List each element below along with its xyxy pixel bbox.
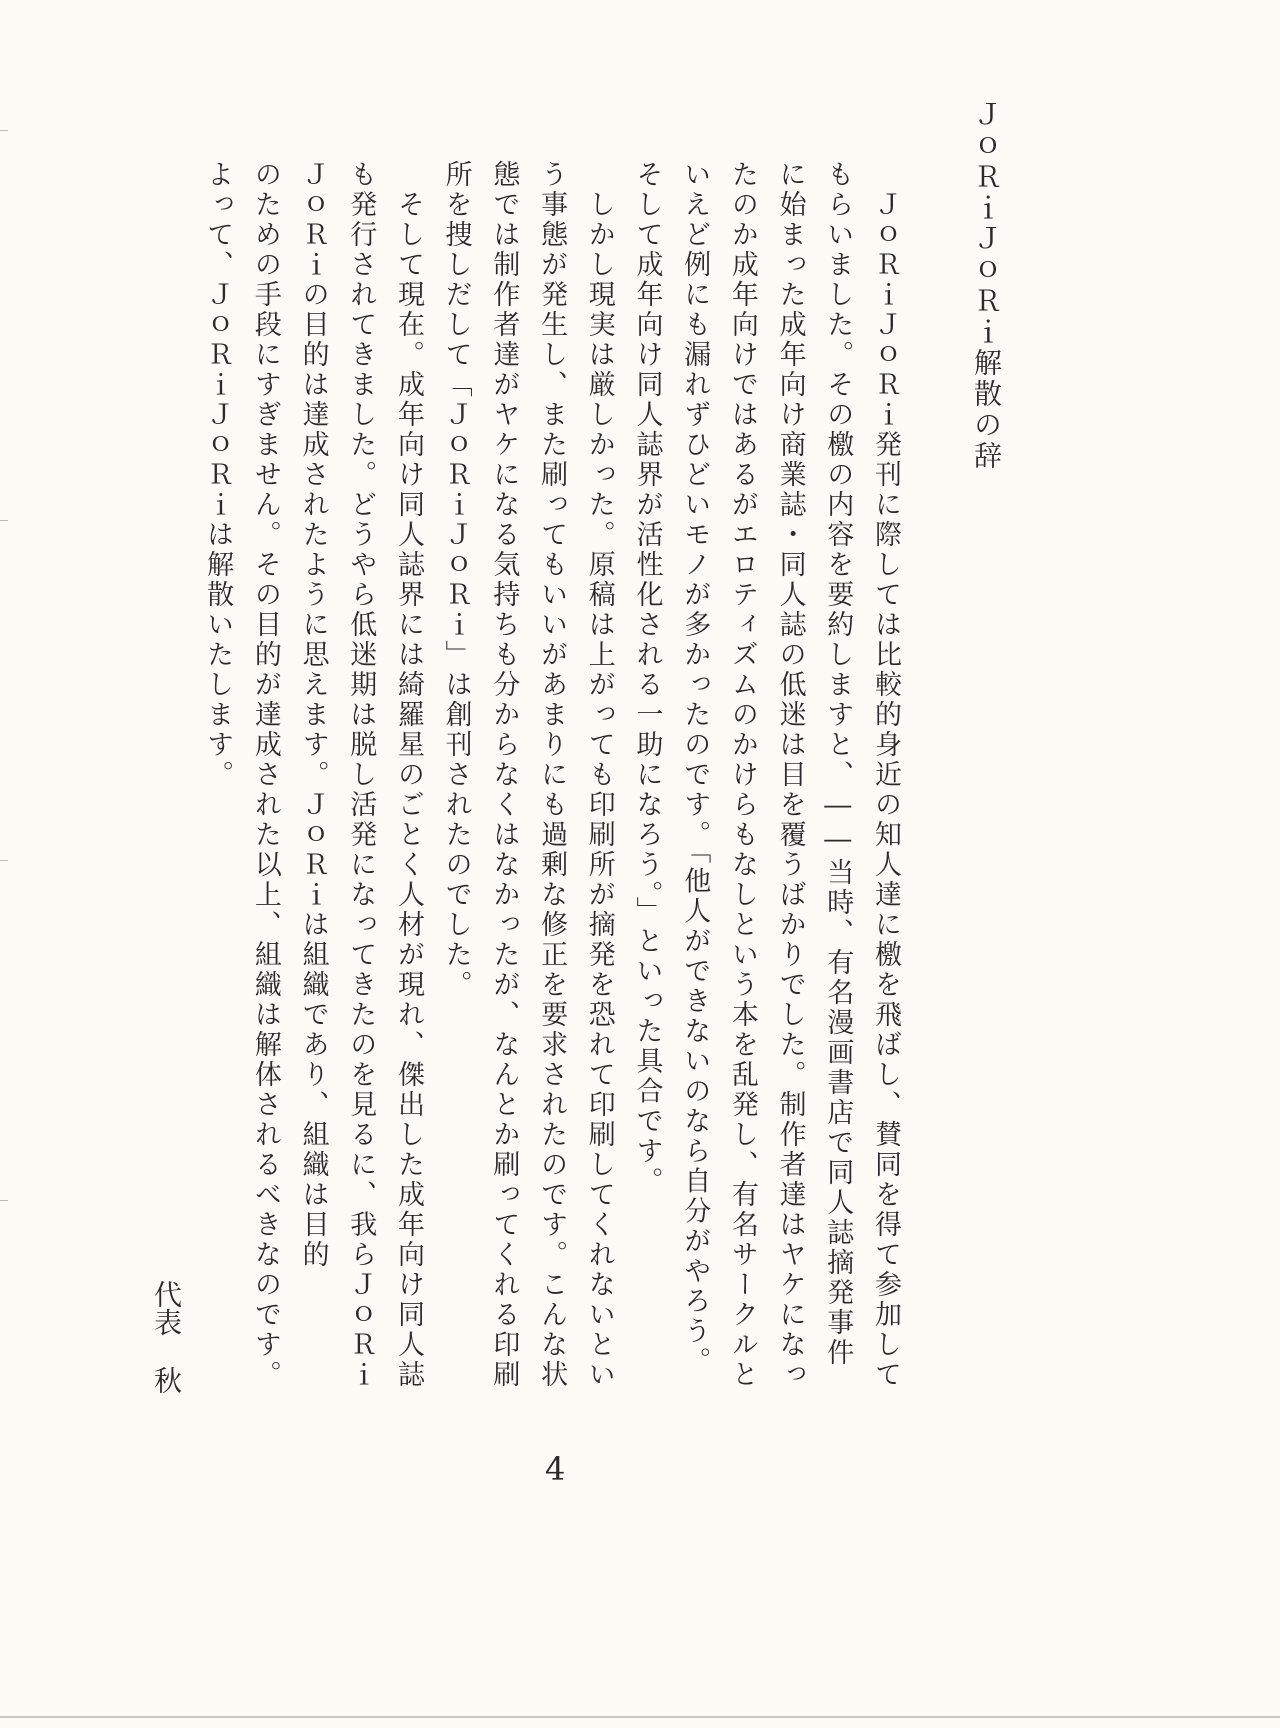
text-line: しかし現実は厳しかった。原稿は上がっても印刷所が摘発を恐れて印刷してくれないとい: [583, 160, 615, 1390]
text-line: もらいました。その檄の内容を要約しますと、――当時、有名漫画書店で同人誌摘発事件: [822, 160, 854, 1368]
page-title: ＪｏＲｉＪｏＲｉ解散の辞: [970, 100, 1003, 472]
text-line: も発行されてきました。どうやら低迷期は脱し活発になってきたのを見るに、我らＪｏＲｉ: [345, 160, 377, 1390]
signature-name: 秋: [150, 1366, 183, 1394]
scan-mark: [0, 520, 8, 521]
text-line: たのか成年向けではあるがエロティズムのかけらもなしという本を乱発し、有名サークルと: [726, 160, 758, 1390]
signature-role: 代表: [150, 1280, 183, 1336]
text-line: いえど例にも漏れずひどいモノが多かったのです。「他人ができないのなら自分がやろう。: [679, 160, 711, 1377]
text-line: ＪｏＲｉＪｏＲｉ発刊に際しては比較的身近の知人達に檄を飛ばし、賛同を得て参加して: [870, 160, 901, 1390]
body-text: [193, 160, 909, 1420]
scan-mark: [0, 860, 8, 861]
text-line: そして成年向け同人誌界が活性化される一助になろう。」といった具合です。: [631, 160, 663, 1197]
scan-mark: [0, 130, 8, 131]
text-line: 態では制作者達がヤケになる気持ちも分からなくはなかったが、なんとか刷ってくれる印刷: [488, 160, 520, 1390]
text-line: に始まった成年向け商業誌・同人誌の低迷は目を覆うばかりでした。制作者達はヤケになっ: [774, 160, 806, 1390]
text-line: そして現在。成年向け同人誌界には綺羅星のごとく人材が現れ、傑出した成年向け同人誌: [392, 160, 424, 1390]
text-line: う事態が発生し、また刷ってもいいがあまりにも過剰な修正を要求されたのです。こんな状: [536, 160, 568, 1390]
text-line: のための手段にすぎません。その目的が達成された以上、組織は解体されるべきなのです。: [249, 160, 281, 1390]
page-number: 4: [545, 1450, 566, 1488]
signature: [150, 1280, 182, 1394]
text-line: よって、ＪｏＲｉＪｏＲｉは解散いたします。: [202, 160, 234, 790]
text-line: 所を捜しだして「ＪｏＲｉＪｏＲｉ」は創刊されたのでした。: [440, 160, 472, 1000]
scan-edge-line: [0, 1716, 1280, 1718]
scan-mark: [0, 1200, 8, 1201]
text-line: ＪｏＲｉの目的は達成されたように思えます。ＪｏＲｉは組織であり、組織は目的: [297, 160, 329, 1270]
